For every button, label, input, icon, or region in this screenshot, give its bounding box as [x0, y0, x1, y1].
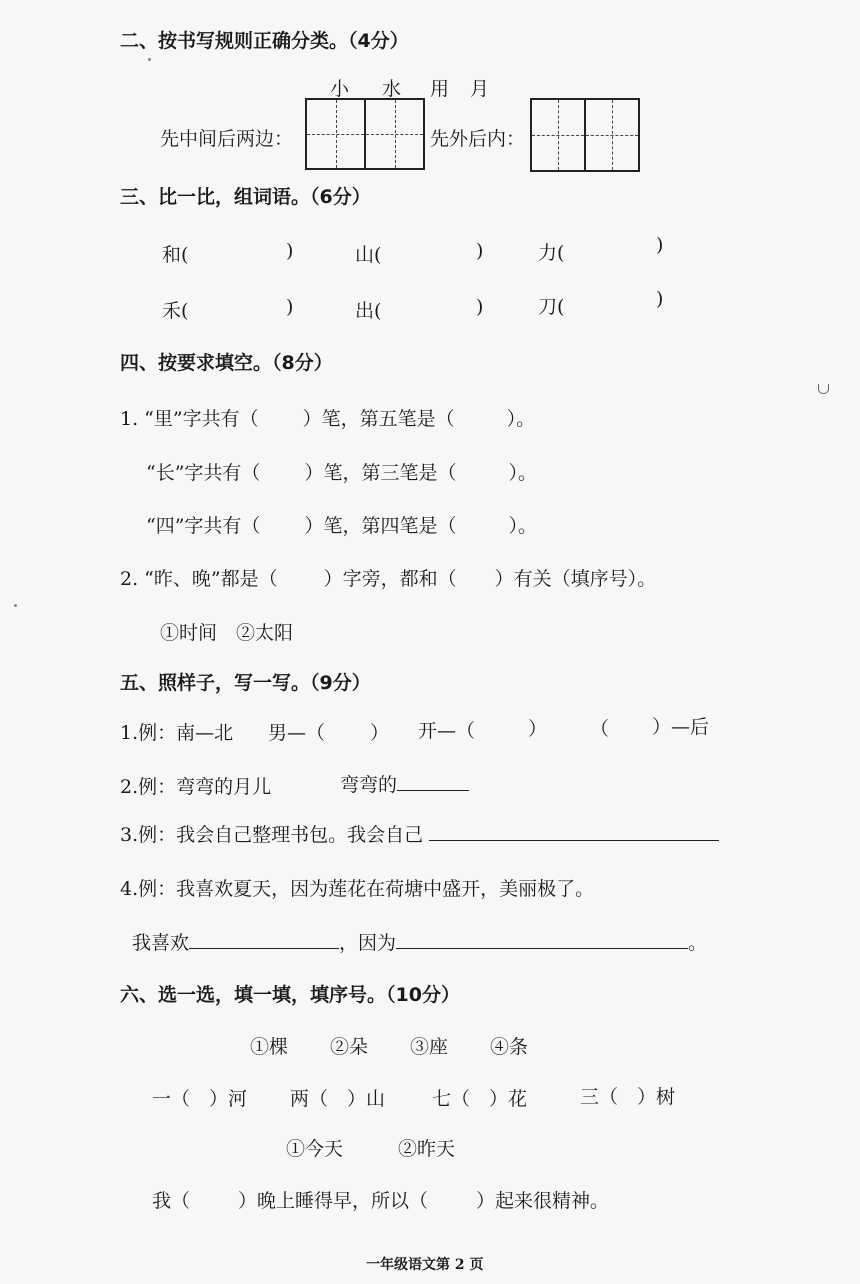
q5-example-1: 1.例：南—北: [120, 722, 234, 744]
word-he2-open: 禾(: [162, 300, 189, 322]
q4-1-a: 1. “里”字共有（: [120, 408, 259, 430]
label-outside-first: 先外后内：: [430, 128, 526, 150]
q6-opt-duo: ②朵: [330, 1036, 369, 1058]
q6-s-c: ）起来很精神。: [476, 1190, 610, 1212]
section-3-title: 三、比一比，组词语。（6分）: [120, 186, 371, 208]
q5-line-3: [120, 820, 719, 847]
q4-3-c: ）。: [508, 515, 537, 537]
q5-5-c: 。: [688, 932, 708, 954]
q5-wanwan-label: 弯弯的: [340, 774, 398, 796]
q4-1-c: ）。: [506, 408, 536, 430]
char-yue: 月: [470, 78, 490, 100]
scan-speck: [14, 604, 17, 607]
q6-s-a: 我（: [152, 1190, 191, 1212]
q4-line-1: [120, 404, 535, 431]
char-yong: 用: [430, 78, 450, 100]
q4-line-3: [146, 511, 537, 538]
q5-wanwan-blank[interactable]: [397, 772, 469, 791]
q5-nan-open: 男—（: [268, 722, 326, 744]
tianzige-grid-a[interactable]: [305, 98, 425, 170]
word-dao-close: ): [656, 288, 664, 310]
q6-hua: 七（ ）花: [432, 1088, 528, 1110]
q5-nan-close: ）: [370, 722, 390, 744]
word-shan-close: ): [476, 240, 484, 262]
q6-s-b: ）晚上睡得早，所以（: [238, 1190, 429, 1212]
q6-he: 一（ ）河: [152, 1088, 248, 1110]
q6-opt-today: ①今天: [286, 1138, 344, 1160]
q5-example-2: 2.例：弯弯的月儿: [120, 776, 272, 798]
q5-line-5: [132, 928, 707, 955]
section-4-title: 四、按要求填空。（8分）: [120, 352, 333, 374]
label-middle-first: 先中间后两边：: [160, 128, 294, 150]
scan-mark: [818, 384, 829, 394]
q5-kai-open: 开—（: [418, 720, 476, 742]
q6-opt-tiao: ④条: [490, 1036, 529, 1058]
q6-opt-yesterday: ②昨天: [398, 1138, 456, 1160]
word-li-open: 力(: [538, 242, 565, 264]
section-6-title: 六、选一选，填一填，填序号。（10分）: [120, 984, 460, 1006]
q6-shu: 三（ ）树: [580, 1086, 676, 1108]
q6-shan: 两（ ）山: [290, 1088, 386, 1110]
q5-5-a: 我喜欢: [132, 932, 190, 954]
q4-4-a: 2. “昨、晚”都是（: [120, 568, 278, 590]
word-shan-open: 山(: [355, 244, 382, 266]
q6-opt-zuo: ③座: [410, 1036, 449, 1058]
q4-3-b: ）笔，第四笔是（: [304, 515, 457, 537]
q5-5-blank-a[interactable]: [189, 930, 339, 949]
q6-opt-ke: ①棵: [250, 1036, 289, 1058]
section-5-title: 五、照样子，写一写。（9分）: [120, 672, 371, 694]
page-footer: 一年级语文第 2 页: [366, 1257, 484, 1273]
q5-3-text: 3.例：我会自己整理书包。我会自己: [120, 824, 424, 846]
word-chu-close: ): [476, 296, 484, 318]
q5-wanwan: [340, 770, 469, 797]
word-he2-close: ): [286, 296, 294, 318]
q5-kai-close: ）: [528, 718, 548, 740]
q5-5-b: ，因为: [339, 932, 397, 954]
q4-options: ①时间 ②太阳: [160, 622, 294, 644]
word-he-close: ): [286, 240, 294, 262]
q4-2-c: ）。: [508, 462, 537, 484]
q4-line-2: [146, 458, 537, 485]
char-shui: 水: [382, 78, 402, 100]
section-2-title: 二、按书写规则正确分类。（4分）: [120, 30, 409, 52]
q4-4-b: ）字旁，都和（: [323, 568, 457, 590]
q4-4-c: ）有关（填序号）。: [494, 568, 657, 590]
q5-3-blank[interactable]: [429, 822, 719, 841]
q4-1-b: ）笔，第五笔是（: [302, 408, 455, 430]
q4-2-a: “长”字共有（: [146, 462, 261, 484]
q5-line-4: 4.例：我喜欢夏天，因为莲花在荷塘中盛开，美丽极了。: [120, 878, 595, 900]
q6-sentence: [152, 1186, 609, 1213]
word-dao-open: 刀(: [538, 296, 565, 318]
q5-5-blank-b[interactable]: [396, 930, 688, 949]
word-he-open: 和(: [162, 244, 189, 266]
q5-hou-close: ）—后: [652, 716, 710, 738]
word-li-close: ): [656, 234, 664, 256]
word-chu-open: 出(: [355, 300, 382, 322]
char-xiao: 小: [330, 78, 350, 100]
tianzige-grid-b[interactable]: [530, 98, 640, 172]
q5-hou-open: （: [590, 718, 610, 740]
q4-2-b: ）笔，第三笔是（: [304, 462, 457, 484]
q4-line-4: [120, 564, 656, 591]
scan-speck: [148, 58, 151, 61]
q4-3-a: “四”字共有（: [146, 515, 261, 537]
